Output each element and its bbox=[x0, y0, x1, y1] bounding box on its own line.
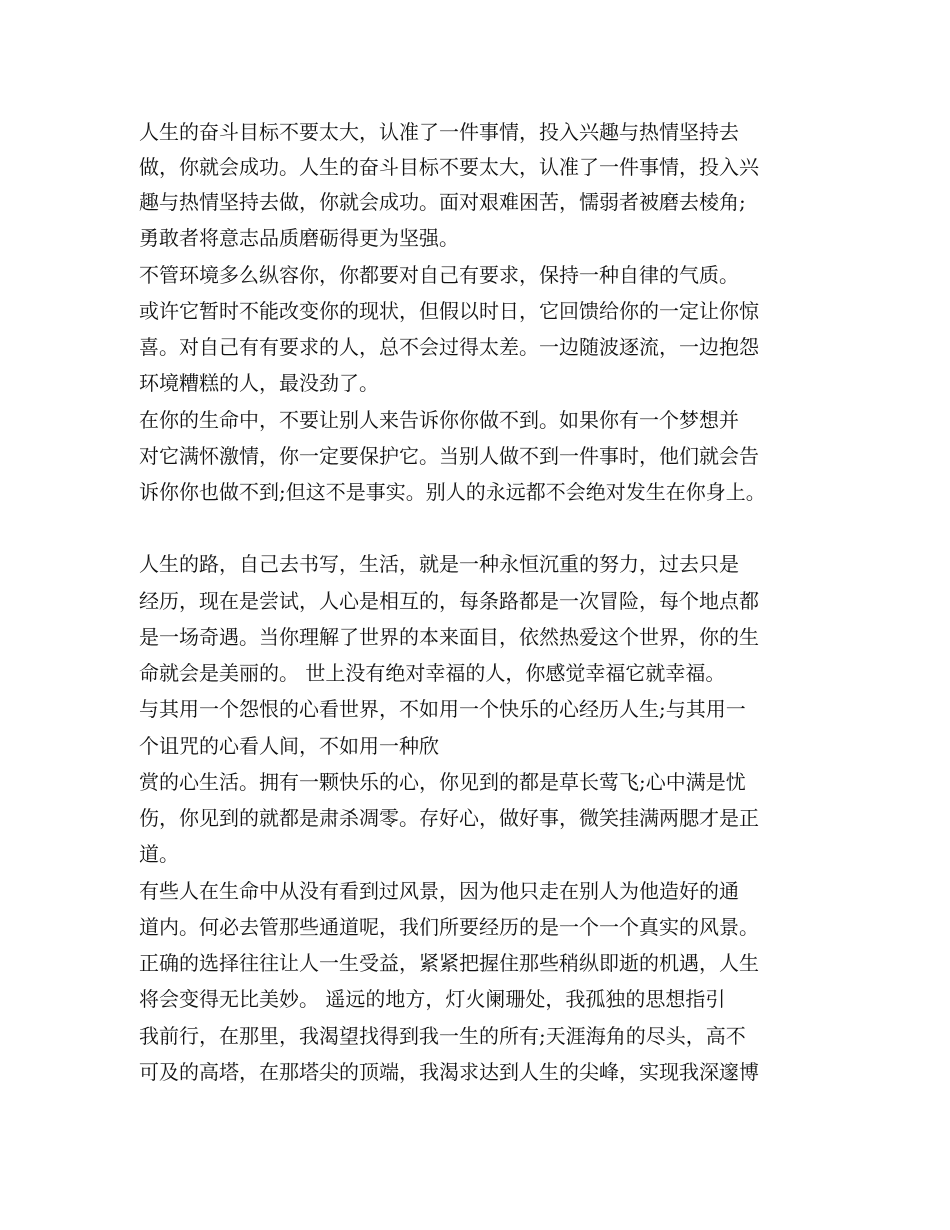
text-line: 命就会是美丽的。 世上没有绝对幸福的人，你感觉幸福它就幸福。 bbox=[139, 661, 726, 685]
text-line: 正确的选择往往让人一生受益，紧紧把握住那些稍纵即逝的机遇，人生 bbox=[139, 951, 759, 975]
text-line: 人生的路，自己去书写，生活，就是一种永恒沉重的努力，过去只是 bbox=[139, 552, 739, 576]
text-line: 伤，你见到的就都是肃杀凋零。存好心，做好事，微笑挂满两腮才是正 bbox=[139, 806, 759, 830]
text-line: 道内。何必去管那些通道呢，我们所要经历的是一个一个真实的风景。 bbox=[139, 915, 759, 939]
text-line: 道。 bbox=[139, 842, 179, 866]
text-line: 做，你就会成功。人生的奋斗目标不要太大，认准了一件事情，投入兴 bbox=[139, 155, 759, 179]
text-line: 与其用一个怨恨的心看世界，不如用一个快乐的心经历人生;与其用一 bbox=[139, 697, 746, 721]
text-line: 个诅咒的心看人间，不如用一种欣 bbox=[139, 734, 439, 758]
text-line: 勇敢者将意志品质磨砺得更为坚强。 bbox=[139, 226, 459, 250]
text-line: 有些人在生命中从没有看到过风景，因为他只走在别人为他造好的通 bbox=[139, 879, 739, 903]
text-line: 喜。对自己有有要求的人，总不会过得太差。一边随波逐流，一边抱怨 bbox=[139, 335, 759, 359]
text-line: 或许它暂时不能改变你的现状，但假以时日，它回馈给你的一定让你惊 bbox=[139, 299, 759, 323]
text-line: 在你的生命中，不要让别人来告诉你你做不到。如果你有一个梦想并 bbox=[139, 408, 739, 432]
text-line: 我前行，在那里，我渴望找得到我一生的所有;天涯海角的尽头，高不 bbox=[139, 1024, 746, 1048]
text-line: 将会变得无比美妙。 遥远的地方，灯火阑珊处，我孤独的思想指引 bbox=[139, 987, 726, 1011]
text-line: 赏的心生活。拥有一颗快乐的心，你见到的都是草长莺飞;心中满是忧 bbox=[139, 770, 746, 794]
text-line: 人生的奋斗目标不要太大，认准了一件事情，投入兴趣与热情坚持去 bbox=[139, 120, 739, 144]
text-line: 趣与热情坚持去做，你就会成功。面对艰难困苦，懦弱者被磨去棱角; bbox=[139, 190, 746, 214]
text-line: 对它满怀激情，你一定要保护它。当别人做不到一件事时，他们就会告 bbox=[139, 444, 759, 468]
text-line: 经历，现在是尝试，人心是相互的，每条路都是一次冒险，每个地点都 bbox=[139, 589, 759, 613]
text-line: 环境糟糕的人，最没劲了。 bbox=[139, 371, 379, 395]
text-line: 诉你你也做不到;但这不是事实。别人的永远都不会绝对发生在你身上。 bbox=[139, 480, 766, 504]
text-line: 不管环境多么纵容你，你都要对自己有要求，保持一种自律的气质。 bbox=[139, 263, 739, 287]
text-line: 是一场奇遇。当你理解了世界的本来面目，依然热爱这个世界，你的生 bbox=[139, 625, 759, 649]
text-line: 可及的高塔，在那塔尖的顶端，我渴求达到人生的尖峰，实现我深邃博 bbox=[139, 1060, 759, 1084]
